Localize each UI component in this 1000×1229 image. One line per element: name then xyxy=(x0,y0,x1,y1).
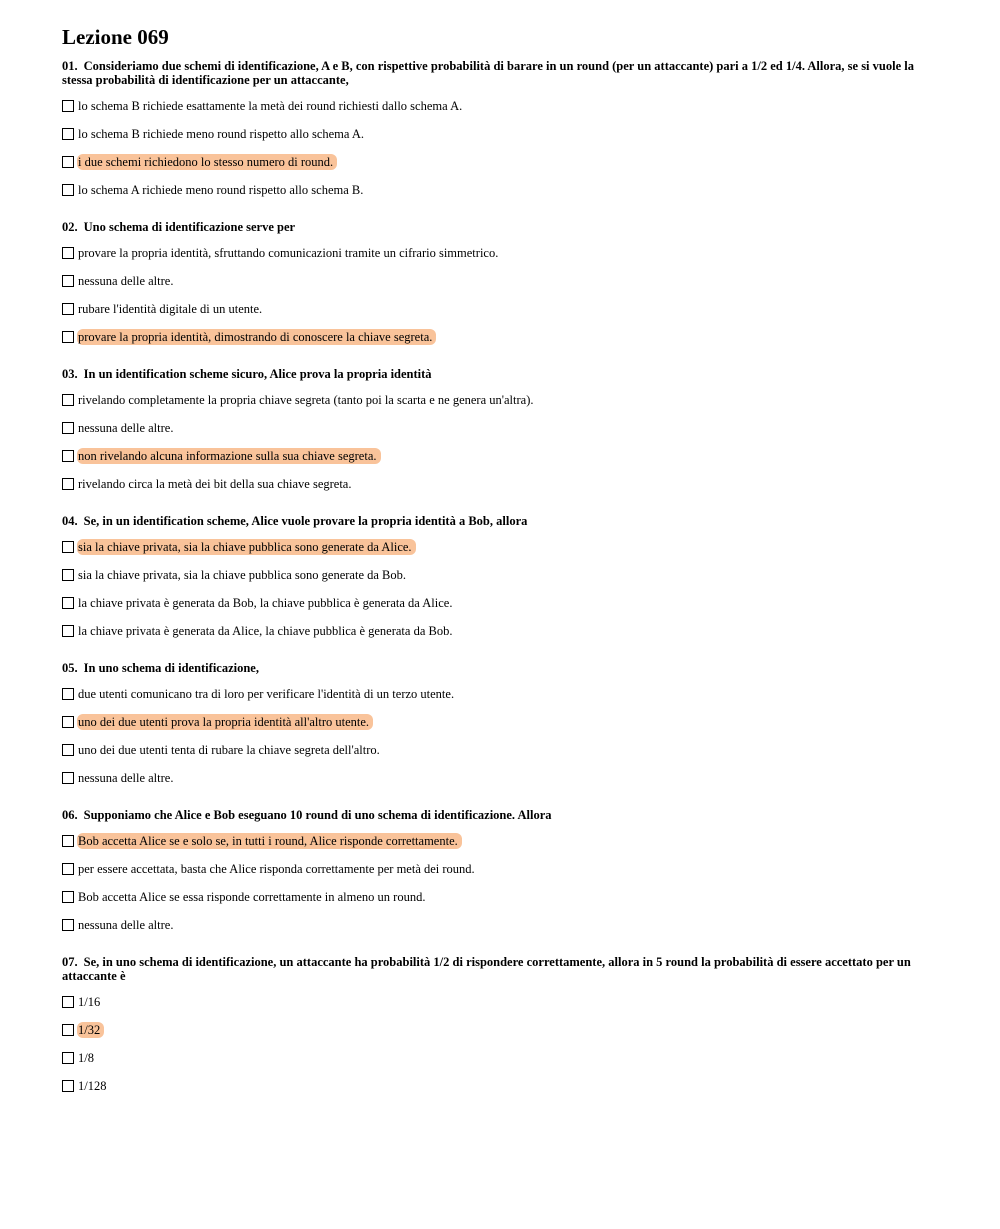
answer-checkbox[interactable] xyxy=(62,541,74,553)
question-number: 02. xyxy=(62,220,78,234)
answer-checkbox[interactable] xyxy=(62,597,74,609)
answer-label-highlighted: uno dei due utenti prova la propria identità all'altro utente. xyxy=(77,714,373,730)
answer-option[interactable] xyxy=(62,420,938,436)
answer-checkbox[interactable] xyxy=(62,1052,74,1064)
answer-label: provare la propria identità, sfruttando comunicazioni tramite un cifrario simmetrico. xyxy=(78,246,499,260)
answer-label-highlighted: non rivelando alcuna informazione sulla sua chiave segreta. xyxy=(77,448,381,464)
answer-checkbox[interactable] xyxy=(62,247,74,259)
answer-checkbox[interactable] xyxy=(62,450,74,462)
question-text xyxy=(62,220,938,234)
answer-checkbox[interactable] xyxy=(62,303,74,315)
answer-checkbox[interactable] xyxy=(62,744,74,756)
answer-checkbox[interactable] xyxy=(62,688,74,700)
question-number: 05. xyxy=(62,661,78,675)
answer-label: 1/128 xyxy=(78,1079,107,1093)
answer-label-highlighted: i due schemi richiedono lo stesso numero di round. xyxy=(77,154,337,170)
answer-option[interactable] xyxy=(62,595,938,611)
answer-checkbox[interactable] xyxy=(62,1024,74,1036)
page-title: Lezione 069 xyxy=(62,25,169,49)
answer-option[interactable] xyxy=(62,301,938,317)
answer-label: lo schema B richiede esattamente la metà dei round richiesti dallo schema A. xyxy=(78,99,463,113)
answer-option[interactable] xyxy=(62,889,938,905)
answer-label-highlighted: provare la propria identità, dimostrando di conoscere la chiave segreta. xyxy=(77,329,436,345)
question-block xyxy=(62,808,938,933)
answer-option[interactable] xyxy=(62,833,938,849)
answer-checkbox[interactable] xyxy=(62,394,74,406)
question-text xyxy=(62,808,938,822)
answer-option[interactable] xyxy=(62,567,938,583)
answer-option[interactable] xyxy=(62,994,938,1010)
answer-checkbox[interactable] xyxy=(62,128,74,140)
answer-option[interactable] xyxy=(62,917,938,933)
answer-checkbox[interactable] xyxy=(62,331,74,343)
answer-label: per essere accettata, basta che Alice risponda correttamente per metà dei round. xyxy=(78,862,475,876)
question-text xyxy=(62,367,938,381)
answer-option[interactable] xyxy=(62,154,938,170)
answer-option[interactable] xyxy=(62,182,938,198)
answer-option[interactable] xyxy=(62,329,938,345)
question-number: 03. xyxy=(62,367,78,381)
answer-label: nessuna delle altre. xyxy=(78,421,174,435)
answer-option[interactable] xyxy=(62,623,938,639)
answer-label: sia la chiave privata, sia la chiave pubblica sono generate da Bob. xyxy=(78,568,406,582)
question-prompt: Supponiamo che Alice e Bob eseguano 10 round di uno schema di identificazione. Allora xyxy=(83,808,552,822)
answer-label-highlighted: sia la chiave privata, sia la chiave pubblica sono generate da Alice. xyxy=(77,539,416,555)
answer-option[interactable] xyxy=(62,861,938,877)
answer-checkbox[interactable] xyxy=(62,919,74,931)
answer-label: nessuna delle altre. xyxy=(78,274,174,288)
answer-option[interactable] xyxy=(62,714,938,730)
question-number: 01. xyxy=(62,59,78,73)
answer-checkbox[interactable] xyxy=(62,891,74,903)
answer-label-highlighted: Bob accetta Alice se e solo se, in tutti i round, Alice risponde correttamente. xyxy=(77,833,462,849)
question-prompt: Uno schema di identificazione serve per xyxy=(83,220,296,234)
answer-checkbox[interactable] xyxy=(62,422,74,434)
question-prompt: Se, in uno schema di identificazione, un attaccante ha probabilità 1/2 di rispondere correttamente, allora in 5 round la probabilità di essere accettato per un attaccante è xyxy=(62,955,911,983)
answer-option[interactable] xyxy=(62,476,938,492)
answer-checkbox[interactable] xyxy=(62,156,74,168)
question-prompt: Consideriamo due schemi di identificazione, A e B, con rispettive probabilità di barare in un round (per un attaccante) pari a 1/2 ed 1/4. Allora, se si vuole la stessa probabilità di identificazione per un attaccante, xyxy=(62,59,914,87)
answer-label: lo schema B richiede meno round rispetto allo schema A. xyxy=(78,127,365,141)
answer-option[interactable] xyxy=(62,126,938,142)
question-number: 06. xyxy=(62,808,78,822)
question-prompt: In uno schema di identificazione, xyxy=(83,661,259,675)
answer-checkbox[interactable] xyxy=(62,478,74,490)
answer-checkbox[interactable] xyxy=(62,184,74,196)
answer-checkbox[interactable] xyxy=(62,716,74,728)
question-block xyxy=(62,955,938,1094)
answer-option[interactable] xyxy=(62,770,938,786)
answer-option[interactable] xyxy=(62,448,938,464)
question-block xyxy=(62,661,938,786)
answer-option[interactable] xyxy=(62,539,938,555)
question-text xyxy=(62,955,938,983)
answer-label: due utenti comunicano tra di loro per verificare l'identità di un terzo utente. xyxy=(78,687,455,701)
answer-label: rubare l'identità digitale di un utente. xyxy=(78,302,263,316)
answer-label-highlighted: 1/32 xyxy=(77,1022,104,1038)
question-text xyxy=(62,59,938,87)
answer-label: nessuna delle altre. xyxy=(78,771,174,785)
answer-checkbox[interactable] xyxy=(62,100,74,112)
answer-option[interactable] xyxy=(62,1022,938,1038)
answer-label: 1/8 xyxy=(78,1051,94,1065)
answer-checkbox[interactable] xyxy=(62,569,74,581)
answer-label: Bob accetta Alice se essa risponde correttamente in almeno un round. xyxy=(78,890,426,904)
answer-label: la chiave privata è generata da Bob, la chiave pubblica è generata da Alice. xyxy=(78,596,453,610)
question-text xyxy=(62,661,938,675)
answer-checkbox[interactable] xyxy=(62,835,74,847)
question-number: 07. xyxy=(62,955,78,969)
answer-option[interactable] xyxy=(62,1050,938,1066)
answer-option[interactable] xyxy=(62,742,938,758)
answer-option[interactable] xyxy=(62,392,938,408)
answer-label: lo schema A richiede meno round rispetto allo schema B. xyxy=(78,183,364,197)
answer-checkbox[interactable] xyxy=(62,772,74,784)
answer-option[interactable] xyxy=(62,98,938,114)
question-list xyxy=(62,59,938,1094)
answer-option[interactable] xyxy=(62,245,938,261)
answer-label: la chiave privata è generata da Alice, la chiave pubblica è generata da Bob. xyxy=(78,624,453,638)
answer-checkbox[interactable] xyxy=(62,996,74,1008)
answer-label: 1/16 xyxy=(78,995,101,1009)
answer-option[interactable] xyxy=(62,1078,938,1094)
question-block xyxy=(62,367,938,492)
answer-label: nessuna delle altre. xyxy=(78,918,174,932)
question-number: 04. xyxy=(62,514,78,528)
answer-label: rivelando circa la metà dei bit della sua chiave segreta. xyxy=(78,477,352,491)
question-block xyxy=(62,220,938,345)
answer-checkbox[interactable] xyxy=(62,863,74,875)
answer-option[interactable] xyxy=(62,273,938,289)
answer-checkbox[interactable] xyxy=(62,275,74,287)
answer-checkbox[interactable] xyxy=(62,625,74,637)
answer-checkbox[interactable] xyxy=(62,1080,74,1092)
question-prompt: In un identification scheme sicuro, Alice prova la propria identità xyxy=(83,367,432,381)
answer-label: rivelando completamente la propria chiave segreta (tanto poi la scarta e ne genera un'altra). xyxy=(78,393,534,407)
question-text xyxy=(62,514,938,528)
question-block xyxy=(62,59,938,198)
answer-option[interactable] xyxy=(62,686,938,702)
answer-label: uno dei due utenti tenta di rubare la chiave segreta dell'altro. xyxy=(78,743,380,757)
question-prompt: Se, in un identification scheme, Alice vuole provare la propria identità a Bob, allora xyxy=(83,514,528,528)
question-block xyxy=(62,514,938,639)
